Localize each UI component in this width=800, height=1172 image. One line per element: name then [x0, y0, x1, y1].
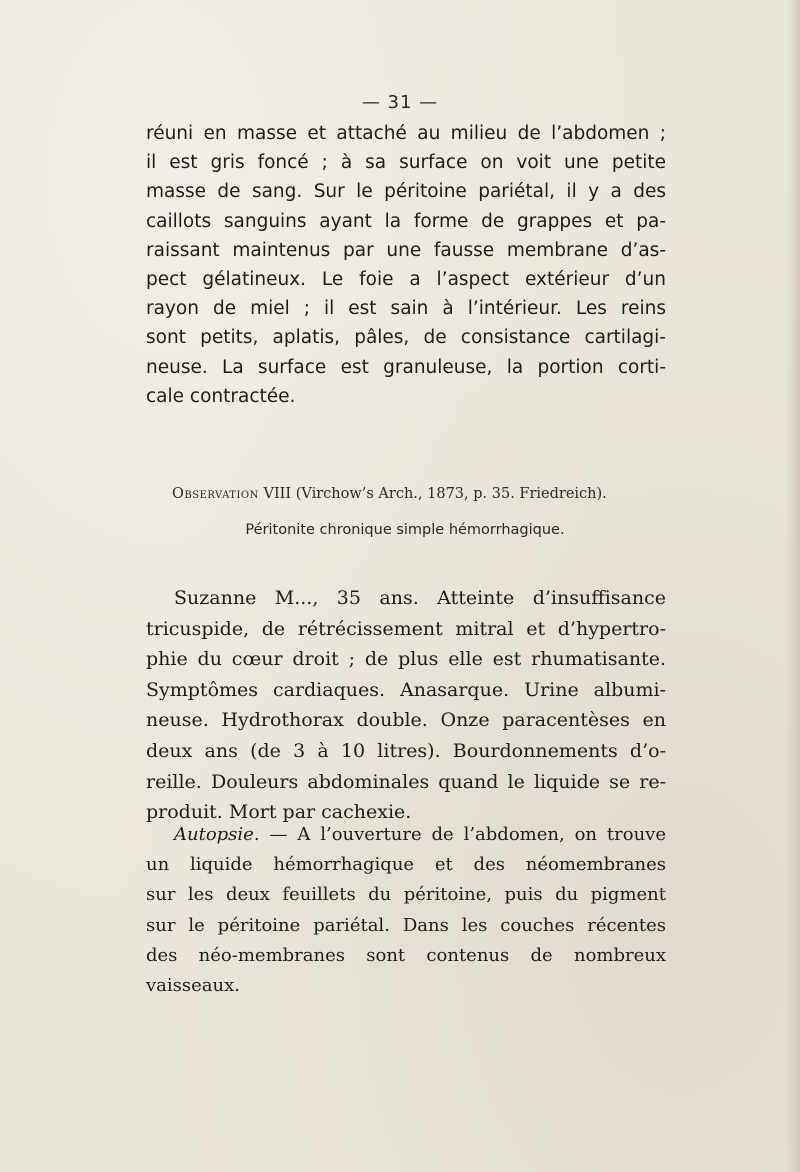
paragraph-1-line: il est gris foncé ; à sa surface on voit une petite	[146, 152, 666, 174]
page-number: — 31 —	[361, 92, 439, 113]
paragraph-1-line: sont petits, aplatis, pâles, de consistance cartilagi-	[146, 327, 666, 349]
paragraph-2-line: neuse. Hydrothorax double. Onze paracentèses en	[146, 709, 666, 732]
paragraph-1-line: neuse. La surface est granuleuse, la portion corti-	[146, 356, 666, 378]
paragraph-3	[146, 820, 666, 1001]
paragraph-1-line: pect gélatineux. Le foie a l’aspect extérieur d’un	[146, 269, 666, 291]
autopsy-label: Autopsie.	[174, 824, 260, 845]
paragraph-3-line: sur le péritoine pariétal. Dans les couches récentes	[146, 914, 666, 936]
observation-subtitle: Péritonite chronique simple hémorrhagique.	[245, 522, 565, 538]
paragraph-1	[146, 119, 666, 411]
paragraph-2-line: produit. Mort par cachexie.	[146, 801, 412, 824]
paragraph-3-line: vaisseaux.	[146, 975, 240, 997]
paragraph-3-line: des néo-membranes sont contenus de nombreux	[146, 944, 666, 966]
paragraph-3-first-line	[146, 820, 666, 850]
paragraph-1-line: raissant maintenus par une fausse membrane d’as-	[146, 239, 666, 261]
paragraph-1-line: cale contractée.	[146, 385, 296, 407]
paragraph-1-line: rayon de miel ; il est sain à l’intérieur. Les reins	[146, 298, 666, 320]
paragraph-1-line: masse de sang. Sur le péritoine pariétal, il y a des	[146, 181, 666, 203]
page-edge-shadow	[786, 0, 800, 1172]
paragraph-3-line: sur les deux feuillets du péritoine, puis du pigment	[146, 884, 666, 906]
paragraph-2-line: deux ans (de 3 à 10 litres). Bourdonnements d’o-	[146, 739, 666, 762]
paragraph-3-line: un liquide hémorrhagique et des néomembranes	[146, 854, 666, 876]
paragraph-2-line: phie du cœur droit ; de plus elle est rhumatisante.	[146, 648, 666, 671]
paragraph-2-line: Symptômes cardiaques. Anasarque. Urine albumi-	[146, 678, 666, 701]
paragraph-2	[146, 583, 666, 828]
paragraph-1-line: réuni en masse et attaché au milieu de l’abdomen ;	[146, 123, 666, 144]
paragraph-1-line: caillots sanguins ayant la forme de grappes et pa-	[146, 210, 666, 232]
observation-reference: VIII (Virchow’s Arch., 1873, p. 35. Friedreich).	[258, 486, 607, 502]
observation-label: Observation	[172, 486, 259, 502]
paragraph-2-line: reille. Douleurs abdominales quand le liquide se re-	[146, 770, 666, 793]
observation-heading	[172, 486, 607, 502]
paragraph-3-first-line-text: — A l’ouverture de l’abdomen, on trouve	[259, 824, 666, 845]
paragraph-2-line: tricuspide, de rétrécissement mitral et d’hypertro-	[146, 617, 666, 640]
paragraph-2-line: Suzanne M..., 35 ans. Atteinte d’insuffisance	[174, 587, 666, 609]
